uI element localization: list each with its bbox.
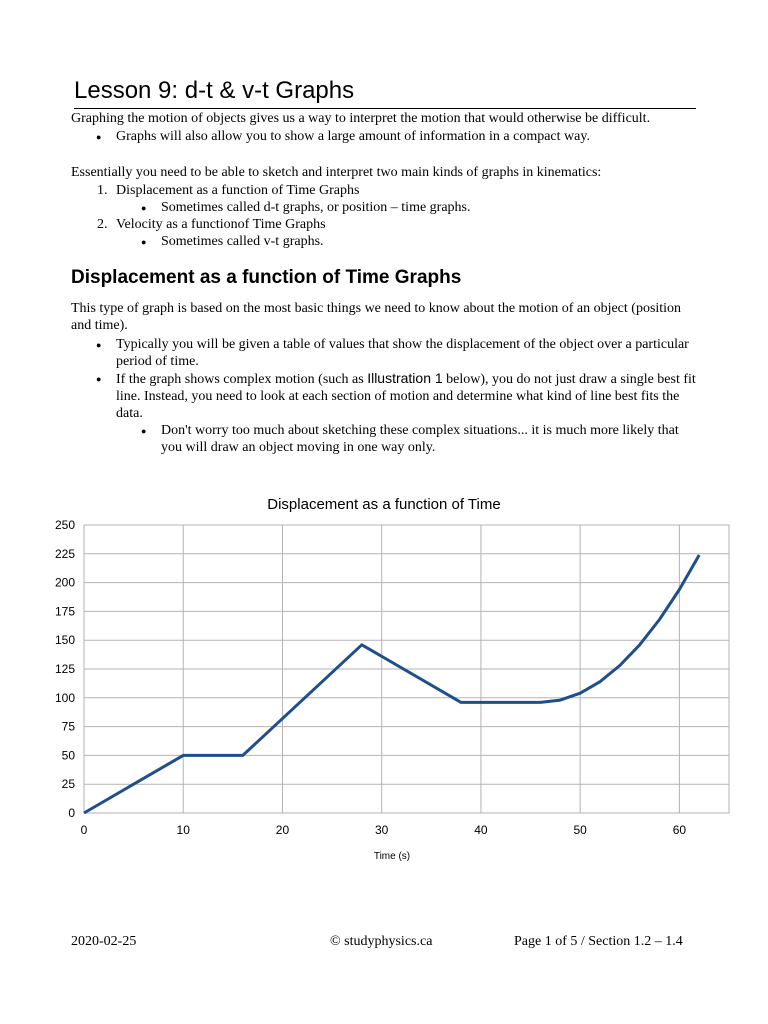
illustration-reference: Illustration 1 <box>367 370 443 386</box>
y-tick-label: 225 <box>54 546 75 561</box>
section-list <box>71 336 696 456</box>
y-tick-label: 200 <box>54 575 75 590</box>
y-tick-label: 50 <box>61 748 75 763</box>
kinds-item-1-sub: ● Sometimes called d-t graphs, or position – time graphs. <box>71 199 471 216</box>
kinds-item-2: 2. Velocity as a functionof Time Graphs <box>97 217 326 232</box>
chart-series <box>84 555 699 813</box>
displacement-chart <box>0 480 768 880</box>
page-title: Lesson 9: d-t & v-t Graphs <box>74 76 696 109</box>
footer-page: Page 1 of 5 / Section 1.2 – 1.4 <box>514 934 683 949</box>
kinds-item-1: 1. Displacement as a function of Time Graphs <box>97 183 360 198</box>
kinds-list <box>71 182 471 250</box>
intro-list <box>71 128 590 145</box>
section-bullet-2: ● If the graph shows complex motion (such as Illustration 1 below), you do not just draw a single best fit line. Instead, you need to look at each section of motion and determine what kind of line best fits the data. <box>71 370 696 422</box>
intro-paragraph: Graphing the motion of objects gives us a way to interpret the motion that would otherwise be difficult. <box>71 111 651 126</box>
y-tick-label: 75 <box>61 719 75 734</box>
y-tick-label: 100 <box>54 690 75 705</box>
x-tick-labels <box>81 823 687 837</box>
intro-bullet: ● Graphs will also allow you to show a large amount of information in a compact way. <box>71 128 590 145</box>
section-sub-bullet: ● Don't worry too much about sketching these complex situations... it is much more likely that you will draw an object moving in one way only. <box>71 422 696 456</box>
x-tick-label: 60 <box>672 823 687 837</box>
y-tick-label: 0 <box>68 806 75 820</box>
chart-title: Displacement as a function of Time <box>267 496 501 513</box>
x-tick-label: 50 <box>573 823 587 837</box>
y-tick-labels <box>55 518 75 820</box>
section-paragraph: This type of graph is based on the most basic things we need to know about the motion of an object (position and time). <box>71 301 682 333</box>
y-tick-label: 25 <box>61 777 75 792</box>
x-tick-label: 10 <box>176 823 190 837</box>
x-tick-label: 0 <box>80 823 88 837</box>
footer-copyright: © studyphysics.ca <box>330 934 433 949</box>
y-tick-label: 250 <box>54 518 75 532</box>
y-tick-label: 125 <box>54 662 75 676</box>
footer-date: 2020-02-25 <box>71 934 137 949</box>
y-tick-label: 150 <box>54 633 75 648</box>
y-tick-label: 175 <box>54 604 75 619</box>
x-tick-label: 30 <box>375 823 389 837</box>
section-bullet-1: ● Typically you will be given a table of values that show the displacement of the object over a particular period of time. <box>71 336 696 370</box>
x-tick-label: 20 <box>275 823 290 837</box>
x-tick-label: 40 <box>474 823 488 837</box>
section-heading: Displacement as a function of Time Graphs <box>71 267 462 288</box>
kinds-item-2-sub: ● Sometimes called v-t graphs. <box>71 233 471 250</box>
kinds-paragraph: Essentially you need to be able to sketch and interpret two main kinds of graphs in kinematics: <box>71 165 602 180</box>
series-line <box>84 555 699 813</box>
x-axis-label: Time (s) <box>373 851 411 862</box>
